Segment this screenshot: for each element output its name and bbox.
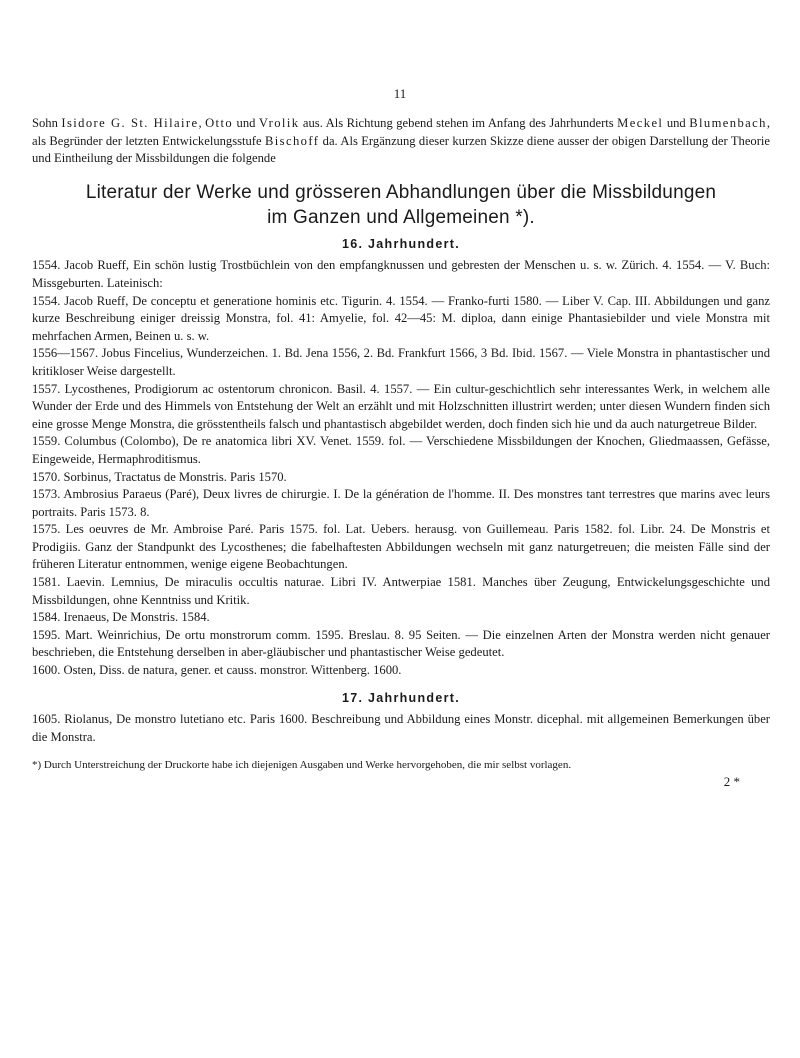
footnote: *) Durch Unterstreichung der Druckorte habe ich diejenigen Ausgaben und Werke hervorgehoben, die mir selbst vorlagen. [32,759,572,772]
author-name: Blumenbach [689,116,767,130]
page-body [32,115,770,791]
century-heading: 16. Jahrhundert. [341,236,461,251]
bibliography-entry: 1605. Riolanus, De monstro lutetiano etc. Paris 1600. Beschreibung und Abbildung eines Monstr. dicephal. mit allgemeinen Bemerkungen über die Monstra. [32,712,770,744]
bibliography-entry: 1581. Laevin. Lemnius, De miraculis occultis naturae. Libri IV. Antwerpiae 1581. Manches über Zeugung, Entwickelungsgeschichte und Missbildungen, ohne Kenntniss und Kritik. [32,575,770,607]
bibliography-entry: 1554. Jacob Rueff, De conceptu et generatione hominis etc. Tigurin. 4. 1554. — Franko-furti 1580. — Liber V. Cap. III. Abbildungen und ganz kurze Beschreibung einiger dreissig Monstra, fol. 41: Amyelie, fol. 42—45: M. diploa, dann einige Phantasiebilder und viele Monstra mit mehrfachen Armen, Beinen u. s. w. [32,293,770,343]
author-name: Bischoff [264,133,320,148]
bibliography-entry: 1584. Irenaeus, De Monstris. 1584. [32,610,210,625]
intro-paragraph: Sohn Isidore G. St. Hilaire, Otto und Vrolik aus. Als Richtung gebend stehen im Anfang des Jahrhunderts Meckel und Blumenbach, als Begründer der letzten Entwickelungsstufe Bischoff da. Als Ergänzung dieser kurzen Skizze diene ausser der obigen Darstellung der Theorie und Eintheilung der Missbildungen die folgende [32,116,770,166]
section-heading: Literatur der Werke und grösseren Abhandlungen über die Missbildungen [85,181,717,203]
bibliography-entry: 1556—1567. Jobus Fincelius, Wunderzeichen. 1. Bd. Jena 1556, 2. Bd. Frankfurt 1566, 3 Bd. Ibid. 1567. — Viele Monstra in phantastischer und kritikloser Weise dargestellt. [32,346,770,378]
signature-mark: 2 * [723,774,740,790]
bibliography-entry: 1557. Lycosthenes, Prodigiorum ac ostentorum chronicon. Basil. 4. 1557. — Ein cultur-geschichtlich sehr interessantes Werk, in welchem alle Wunder der Erde und des Himmels von Entstehung der Welt an erzählt und mit Holzschnitten illustrirt werden; unter diesen Wundern finden sich eine grosse Menge Monstra, die grösstentheils falsch und phantastisch abgebildet werden, doch finden sich hie und da auch naturgetreue Bilder. [32,381,770,431]
bibliography-entry: 1570. Sorbinus, Tractatus de Monstris. Paris 1570. [32,469,287,484]
bibliography-entry: 1575. Les oeuvres de Mr. Ambroise Paré. Paris 1575. fol. Lat. Uebers. herausg. von Guillemeau. Paris 1582. fol. Libr. 24. De Monstris et Prodigiis. Ganz der Standpunkt des Lycosthenes; die fabelhaftesten Abbildungen wechseln mit ganz naturgetreuen; die meisten Fälle sind der früheren Literatur entnommen, wenige eigene Beobachtungen. [32,522,770,572]
bibliography-entry: 1554. Jacob Rueff, Ein schön lustig Trostbüchlein von den empfangknussen und gebresten der Menschen u. s. w. Zürich. 4. 1554. — V. Buch: Missgeburten. Lateinisch: [32,258,770,290]
bibliography-entry: 1595. Mart. Weinrichius, De ortu monstrorum comm. 1595. Breslau. 8. 95 Seiten. — Die einzelnen Arten der Monstra werden nicht genauer beschrieben, die Entstehung derselben in aber-gläubischer und phantastischer Weise gedeutet. [32,627,770,660]
author-name: Isidore G. St. Hilaire [61,116,199,130]
century-heading: 17. Jahrhundert. [341,690,461,705]
section-heading-continued: im Ganzen und Allgemeinen *). [267,206,535,228]
bibliography-entry: 1600. Osten, Diss. de natura, gener. et causs. monstror. Wittenberg. 1600. [32,663,402,678]
author-name: Otto [205,116,234,130]
bibliography-entry: 1559. Columbus (Colombo), De re anatomica libri XV. Venet. 1559. fol. — Verschiedene Missbildungen der Knochen, Gliedmaassen, Gefässe, Eingeweide, Hermaphroditismus. [32,434,770,466]
bibliography-entry: 1573. Ambrosius Paraeus (Paré), Deux livres de chirurgie. I. De la génération de l'homme. II. Des monstres tant terrestres que marins avec leurs portraits. Paris 1573. 8. [32,487,770,519]
author-name: Vrolik [258,116,300,130]
author-name: Meckel [617,116,664,130]
page-number: 11 [393,86,407,101]
